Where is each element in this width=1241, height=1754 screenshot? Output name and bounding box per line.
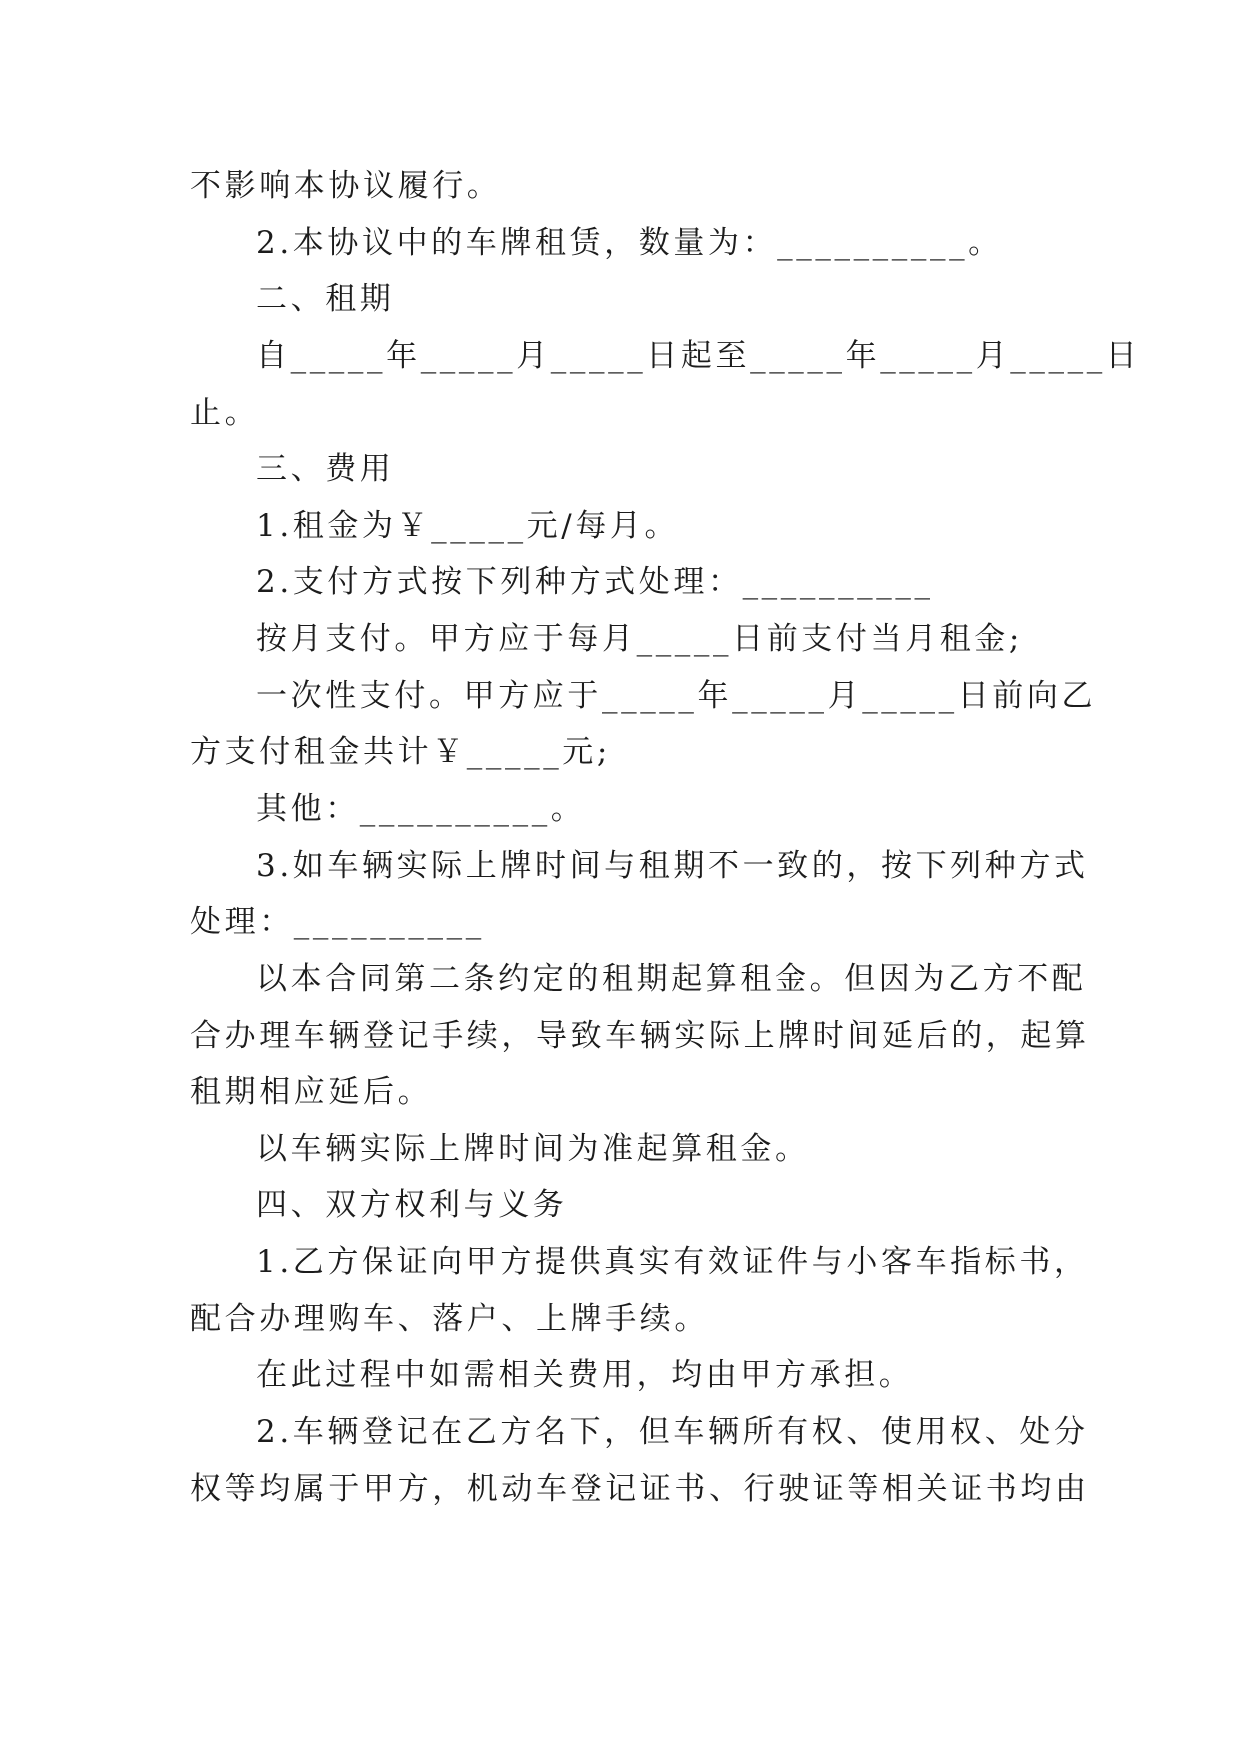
text-line: 其他：__________。 [256,791,586,827]
text-line: 租期相应延后。 [190,1074,433,1110]
text-line: 不影响本协议履行。 [190,168,502,204]
text-line: 1.乙方保证向甲方提供真实有效证件与小客车指标书， [256,1244,1089,1280]
text-line: 1.租金为￥_____元/每月。 [256,508,680,544]
section-heading: 四、双方权利与义务 [256,1187,568,1223]
text-line: 自_____年_____月_____日起至_____年_____月_____日 [256,338,1141,374]
text-line: 方支付租金共计￥_____元; [190,734,611,770]
text-line: 合办理车辆登记手续，导致车辆实际上牌时间延后的，起算 [190,1018,1090,1054]
text-line: 权等均属于甲方，机动车登记证书、行驶证等相关证书均由 [190,1471,1090,1507]
text-line: 按月支付。甲方应于每月_____日前支付当月租金; [256,621,1023,657]
text-line: 处理：__________ [190,904,485,940]
text-line: 2.车辆登记在乙方名下，但车辆所有权、使用权、处分 [256,1414,1089,1450]
text-line: 以本合同第二条约定的租期起算租金。但因为乙方不配 [256,961,1087,997]
text-line: 2.支付方式按下列种方式处理：__________ [256,564,934,600]
text-line: 在此过程中如需相关费用，均由甲方承担。 [256,1357,914,1393]
section-heading: 二、租期 [256,281,395,317]
text-line: 一次性支付。甲方应于_____年_____月_____日前向乙 [256,678,1097,714]
text-line: 止。 [190,395,260,431]
text-line: 配合办理购车、落户、上牌手续。 [190,1301,709,1337]
section-heading: 三、费用 [256,451,395,487]
text-line: 以车辆实际上牌时间为准起算租金。 [256,1131,810,1167]
text-line: 2.本协议中的车牌租赁，数量为：__________。 [256,225,1003,261]
text-line: 3.如车辆实际上牌时间与租期不一致的，按下列种方式 [256,848,1089,884]
